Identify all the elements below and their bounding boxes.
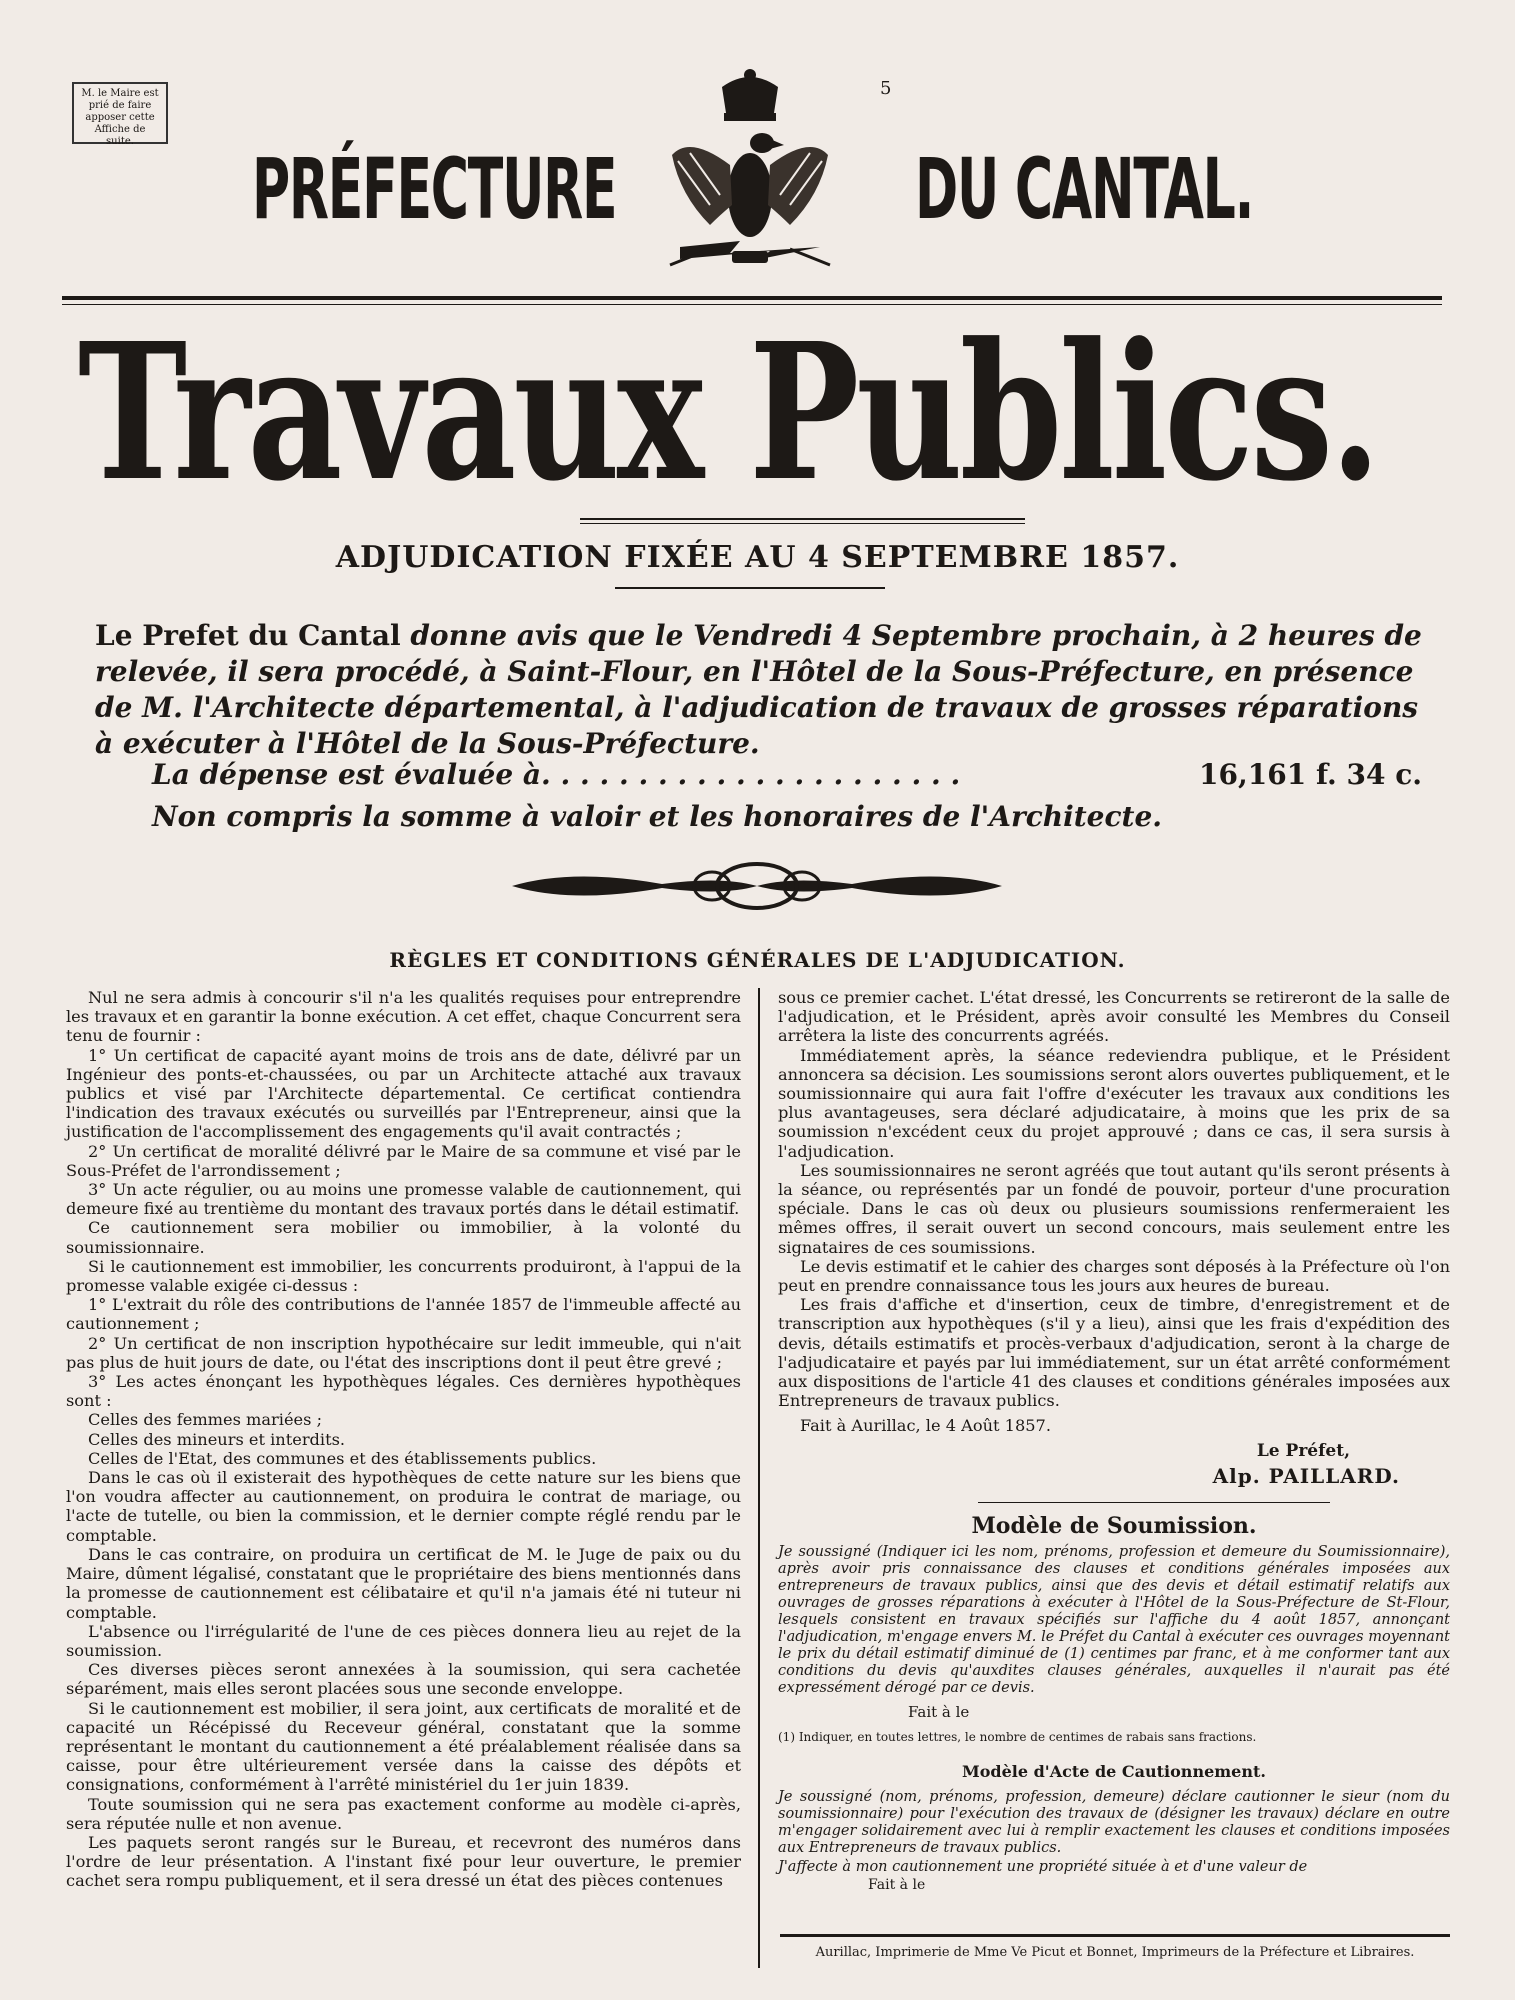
fait-aurillac: Fait à Aurillac, le 4 Août 1857. — [800, 1416, 1052, 1436]
depense-line — [152, 758, 1422, 791]
imperial-eagle-icon — [650, 55, 850, 285]
maire-stamp: M. le Maire est prié de faire apposer cette Affiche de suite. — [72, 82, 168, 144]
right-paragraph: Immédiatement après, la séance redeviendra publique, et le Président annoncera sa décision. Les soumissions seront alors ouvertes publiquement, et le soumissionnaire qui aura fait l'offre d'exécuter les travaux aux conditions les plus avantageuses, sera déclaré adjudicataire, à moins que les prix de sa soumission n'excédent ceux du projet approuvé ; dans ce cas, il sera sursis à l'adjudication. — [778, 1045, 1450, 1161]
main-title: Travaux Publics. — [78, 302, 1378, 523]
column-divider — [758, 988, 760, 1968]
regles-heading: RÈGLES ET CONDITIONS GÉNÉRALES DE L'ADJUDICATION. — [389, 948, 1126, 972]
left-paragraph: Dans le cas où il existerait des hypothèques de cette nature sur les biens que l'on voudra affecter au cautionnement, on produira le contrat de mariage, ou l'acte de tutelle, ou bien la commission, et le dernier compte réglé rendu par le comptable. — [66, 1468, 741, 1545]
modele-soumission-note: (1) Indiquer, en toutes lettres, le nombre de centimes de rabais sans fractions. — [778, 1730, 1257, 1745]
left-paragraph: 3° Un acte régulier, ou au moins une promesse valable de cautionnement, qui demeure fixé au trentième du montant des travaux portés dans le détail estimatif. — [66, 1180, 741, 1219]
header-du-cantal: DU CANTAL. — [915, 140, 1254, 238]
left-paragraph: Si le cautionnement est mobilier, il sera joint, aux certificats de moralité et de capacité un Récépissé du Receveur général, constatant que la somme représentant le montant du cautionnement a été préalablement réalisée dans sa caisse, pour être ultérieurement versée dans la caisse des dépôts et consignations, conformément à l'arrêté ministériel du 1er juin 1839. — [66, 1698, 741, 1795]
left-paragraph: Les paquets seront rangés sur le Bureau, et recevront des numéros dans l'ordre de leur présentation. A l'instant fixé pour leur ouverture, le premier cachet sera rompu publiquement, et il sera dressé un état des pièces contenues — [66, 1832, 741, 1891]
adjudication-date: ADJUDICATION FIXÉE AU 4 SEPTEMBRE 1857. — [335, 540, 1180, 575]
left-paragraph: 2° Un certificat de moralité délivré par le Maire de sa commune et visé par le Sous-Préfet de l'arrondissement ; — [66, 1141, 741, 1180]
adjudication-rule — [615, 587, 885, 589]
right-paragraph: sous ce premier cachet. L'état dressé, les Concurrents se retireront de la salle de l'adjudication, et le Président, après avoir consulté les Membres du Conseil arrêtera la liste des concurrents agréés. — [778, 988, 1450, 1046]
left-paragraph: Celles des femmes mariées ; — [88, 1410, 323, 1430]
right-paragraph: Les soumissionnaires ne seront agréés que tout autant qu'ils seront présents à la séance, ou représentés par un fondé de pouvoir, porteur d'une procuration spéciale. Dans le cas où deux ou plusieurs soumissions renfermeraient les mêmes offres, il serait ouvert un second concours, mais seulement entre les signataires de ces soumissions. — [778, 1160, 1450, 1257]
left-paragraph: L'absence ou l'irrégularité de l'une de ces pièces donnera lieu au rejet de la soumission. — [66, 1621, 741, 1660]
modele-acte-title: Modèle d'Acte de Cautionnement. — [962, 1761, 1266, 1781]
left-paragraph: Celles de l'Etat, des communes et des établissements publics. — [88, 1448, 597, 1468]
left-paragraph: 1° Un certificat de capacité ayant moins de trois ans de date, délivré par un Ingénieur des ponts-et-chaussées, ou par un Architecte attaché aux travaux publics et visé par l'Architecte départemental. Ce certificat contiendra l'indication des travaux exécutés ou surveillés par l'Entrepreneur, ainsi que la justification de l'accomplissement des engagements qu'il avait contractés ; — [66, 1045, 741, 1142]
intro-text: donne avis que le Vendredi 4 Septembre prochain, à 2 heures de relevée, il sera procédé, à Saint-Flour, en l'Hôtel de la Sous-Préfecture, en présence de M. l'Architecte départemental, à l'adjudication de travaux de grosses réparations à exécuter à l'Hôtel de la Sous-Préfecture. — [95, 619, 1422, 760]
le-prefet: Le Préfet, — [1256, 1440, 1350, 1461]
title-rule — [580, 518, 1025, 520]
non-compris-line: Non compris la somme à valoir et les honoraires de l'Architecte. — [152, 800, 1163, 833]
depense-amount: 16,161 f. 34 c. — [1199, 758, 1422, 791]
imprimeur-line: Aurillac, Imprimerie de Mme Ve Picut et Bonnet, Imprimeurs de la Préfecture et Libraires. — [780, 1934, 1450, 1960]
depense-label: La dépense est évaluée à. . . . . . . . . . . . . . . . . . . . . . — [152, 758, 961, 791]
modele-soumission-fait: Fait à le — [908, 1703, 970, 1722]
left-paragraph: 2° Un certificat de non inscription hypothécaire sur ledit immeuble, qui n'ait pas plus de huit jours de date, ou l'état des inscriptions dont il peut être grevé ; — [66, 1333, 741, 1372]
modele-soumission-text: Je soussigné (Indiquer ici les nom, prénoms, profession et demeure du Soumissionnaire), après avoir pris connaissance des clauses et conditions générales imposées aux entrepreneurs de travaux publics, ainsi que des devis et détail estimatif relatifs aux ouvrages de grosses réparations à exécuter à l'Hôtel de la Sous-Préfecture de St-Flour, lesquels consistent en travaux spécifiés sur l'affiche du 4 août 1857, annonçant l'adjudication, m'engage envers M. le Préfet du Cantal à exécuter ces ouvrages moyennant le prix du détail estimatif diminué de (1) centimes par franc, et à me conformer tant aux conditions du devis qu'auxdites clauses générales, auxquelles il n'aurait pas été expressément dérogé par ce devis. — [778, 1544, 1450, 1697]
header-prefecture: PRÉFECTURE — [252, 140, 617, 238]
title-rule-thin — [580, 523, 1025, 524]
left-paragraph: Ce cautionnement sera mobilier ou immobilier, à la volonté du soumissionnaire. — [66, 1218, 741, 1257]
modele-soumission-title: Modèle de Soumission. — [971, 1513, 1257, 1540]
modele-acte-affecte: J'affecte à mon cautionnement une propriété située à et d'une valeur de — [778, 1858, 1308, 1875]
modele-acte-fait: Fait à le — [868, 1876, 926, 1893]
left-paragraph: 1° L'extrait du rôle des contributions de l'année 1857 de l'immeuble affecté au cautionnement ; — [66, 1295, 741, 1334]
left-paragraph: Ces diverses pièces seront annexées à la soumission, qui sera cachetée séparément, mais elles seront placées sous une seconde enveloppe. — [66, 1660, 741, 1699]
section-rule — [978, 1502, 1330, 1503]
prefet-signature: Alp. PAILLARD. — [1212, 1463, 1400, 1488]
left-paragraph: Dans le cas contraire, on produira un certificat de M. le Juge de paix ou du Maire, dûment légalisé, constatant que le propriétaire des biens mentionnés dans la promesse de cautionnement est célibataire et qu'il n'a jamais été ni tuteur ni comptable. — [66, 1544, 741, 1622]
handwritten-mark: 5 — [880, 78, 892, 99]
intro-le: Le — [95, 619, 143, 652]
header-rule — [62, 296, 1442, 300]
left-paragraph: Toute soumission qui ne sera pas exactement conforme au modèle ci-après, sera réputée nulle et non avenue. — [66, 1794, 741, 1833]
right-column — [778, 988, 1450, 1895]
ornament-divider-icon — [512, 858, 1002, 914]
right-paragraph: Les frais d'affiche et d'insertion, ceux de timbre, d'enregistrement et de transcription aux hypothèques (s'il y a lieu), ainsi que les frais d'expédition des devis, détails estimatifs et procès-verbaux d'adjudication, seront à la charge de l'adjudicataire et payés par lui immédiatement, sur un état arrêté conformément aux dispositions de l'article 41 des clauses et conditions générales imposées aux Entrepreneurs de travaux publics. — [778, 1295, 1450, 1411]
left-paragraph: Nul ne sera admis à concourir s'il n'a les qualités requises pour entreprendre les travaux et en garantir la bonne exécution. A cet effet, chaque Concurrent sera tenu de fournir : — [66, 988, 741, 1046]
left-paragraph: Si le cautionnement est immobilier, les concurrents produiront, à l'appui de la promesse valable exigée ci-dessus : — [66, 1256, 741, 1296]
intro-prefet: Prefet du Cantal — [142, 619, 401, 652]
left-paragraph: Celles des mineurs et interdits. — [88, 1429, 346, 1449]
intro-paragraph — [95, 618, 1445, 762]
modele-acte-text: Je soussigné (nom, prénoms, profession, demeure) déclare cautionner le sieur (nom du soumissionnaire) pour l'exécution des travaux de (désigner les travaux) déclare en outre m'engager solidairement avec lui à remplir exactement les clauses et conditions imposées aux Entrepreneurs de travaux publics. — [778, 1788, 1450, 1856]
left-paragraph: 3° Les actes énonçant les hypothèques légales. Ces dernières hypothèques sont : — [66, 1372, 741, 1411]
left-column — [66, 988, 741, 1891]
right-paragraph: Le devis estimatif et le cahier des charges sont déposés à la Préfecture où l'on peut en prendre connaissance tous les jours aux heures de bureau. — [778, 1256, 1450, 1296]
